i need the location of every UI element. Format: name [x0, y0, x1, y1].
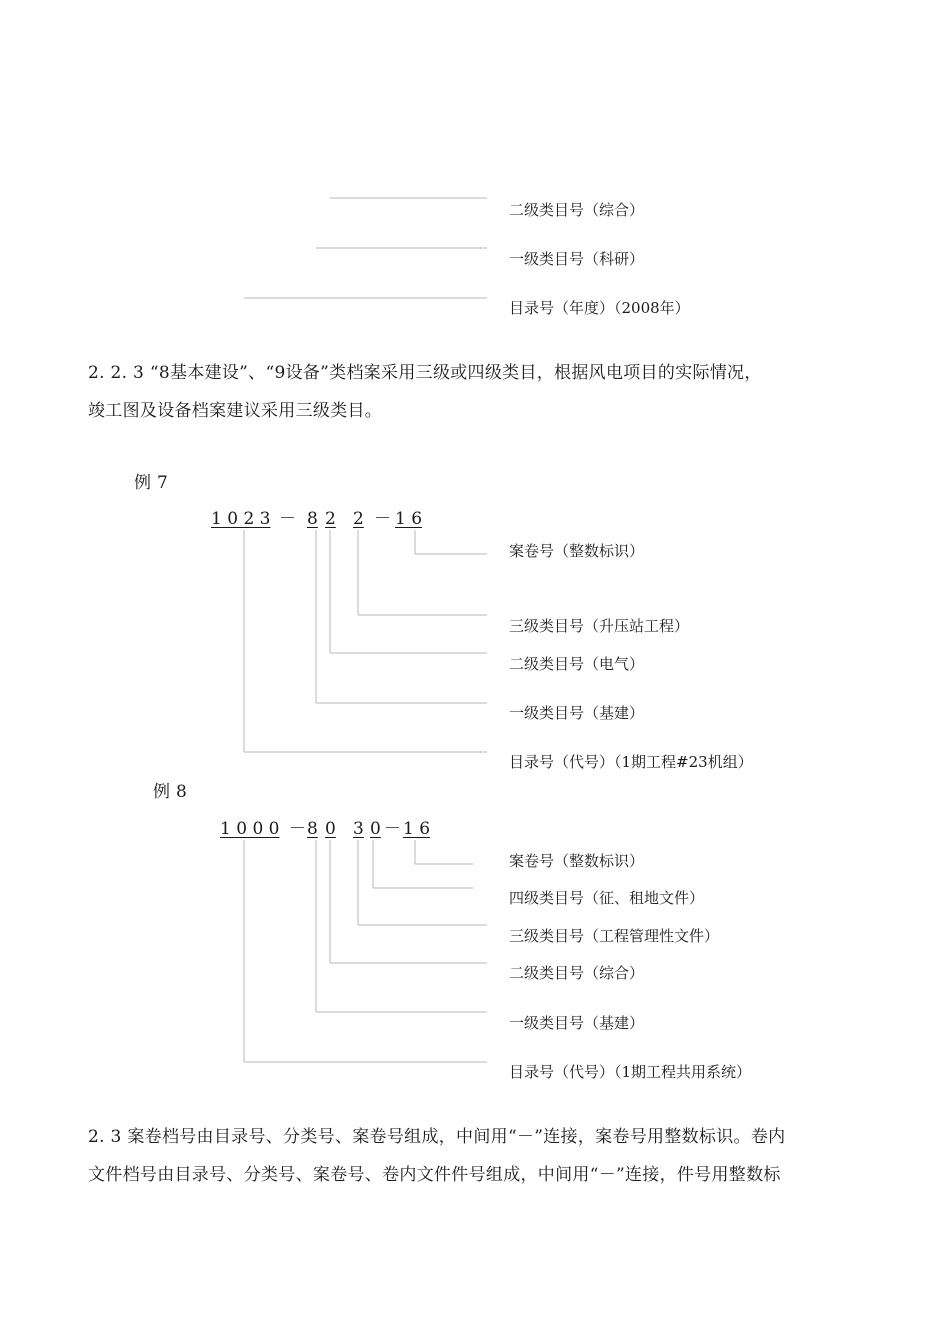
- example7-title: 例 7: [134, 473, 169, 493]
- example8-label-level2: 二级类目号（综合）: [509, 964, 645, 982]
- example8-class-level4: 0: [370, 819, 381, 839]
- example8-title: 例 8: [153, 782, 188, 802]
- example7-label-level2: 二级类目号（电气）: [509, 655, 645, 673]
- example8-class-level1: 8: [307, 819, 318, 839]
- paragraph-2-2-3-line2: 竣工图及设备档案建议采用三级类目。: [88, 401, 383, 421]
- example8-label-catalog: 目录号（代号）（1期工程共用系统）: [509, 1063, 752, 1081]
- example8-volume-number: 1 6: [403, 819, 431, 839]
- example7-class-level1: 8: [307, 509, 318, 529]
- example7-label-level3: 三级类目号（升压站工程）: [509, 617, 690, 635]
- example7-class-level3: 2: [353, 509, 364, 529]
- paragraph-2-2-3-line1: 2. 2. 3 “8基本建设”、“9设备”类档案采用三级或四级类目，根据风电项目的实际情况，: [88, 363, 762, 383]
- example8-label-volume: 案卷号（整数标识）: [509, 852, 645, 870]
- example7-label-level1: 一级类目号（基建）: [509, 704, 645, 722]
- example7-catalog-number: 1 0 2 3: [211, 509, 271, 529]
- paragraph-2-3-line1: 2. 3 案卷档号由目录号、分类号、案卷号组成，中间用“－”连接，案卷号用整数标识。卷内: [88, 1127, 786, 1147]
- example8-label-level4: 四级类目号（征、租地文件）: [509, 889, 705, 907]
- example7-label-volume: 案卷号（整数标识）: [509, 542, 645, 560]
- top-label-level1: 一级类目号（科研）: [509, 250, 645, 268]
- top-label-catalog: 目录号（年度）（2008年）: [509, 299, 690, 317]
- example8-code: [0, 820, 950, 842]
- top-label-level2: 二级类目号（综合）: [509, 201, 645, 219]
- example7-volume-number: 1 6: [395, 509, 423, 529]
- example7-class-level2: 2: [325, 509, 336, 529]
- example8-catalog-number: 1 0 0 0: [220, 819, 280, 839]
- example7-dash-2: －: [374, 509, 391, 529]
- example7-dash-1: －: [279, 509, 296, 529]
- paragraph-2-3-line2: 文件档号由目录号、分类号、案卷号、卷内文件件号组成，中间用“－”连接，件号用整数标: [88, 1165, 781, 1185]
- example7-code: [0, 510, 950, 532]
- example8-class-level2: 0: [325, 819, 336, 839]
- example8-dash-2: －: [384, 819, 401, 839]
- example8-dash-1: －: [289, 819, 306, 839]
- example7-label-catalog: 目录号（代号）（1期工程#23机组）: [509, 753, 753, 771]
- example8-label-level3: 三级类目号（工程管理性文件）: [509, 927, 720, 945]
- example8-label-level1: 一级类目号（基建）: [509, 1014, 645, 1032]
- example8-class-level3: 3: [353, 819, 364, 839]
